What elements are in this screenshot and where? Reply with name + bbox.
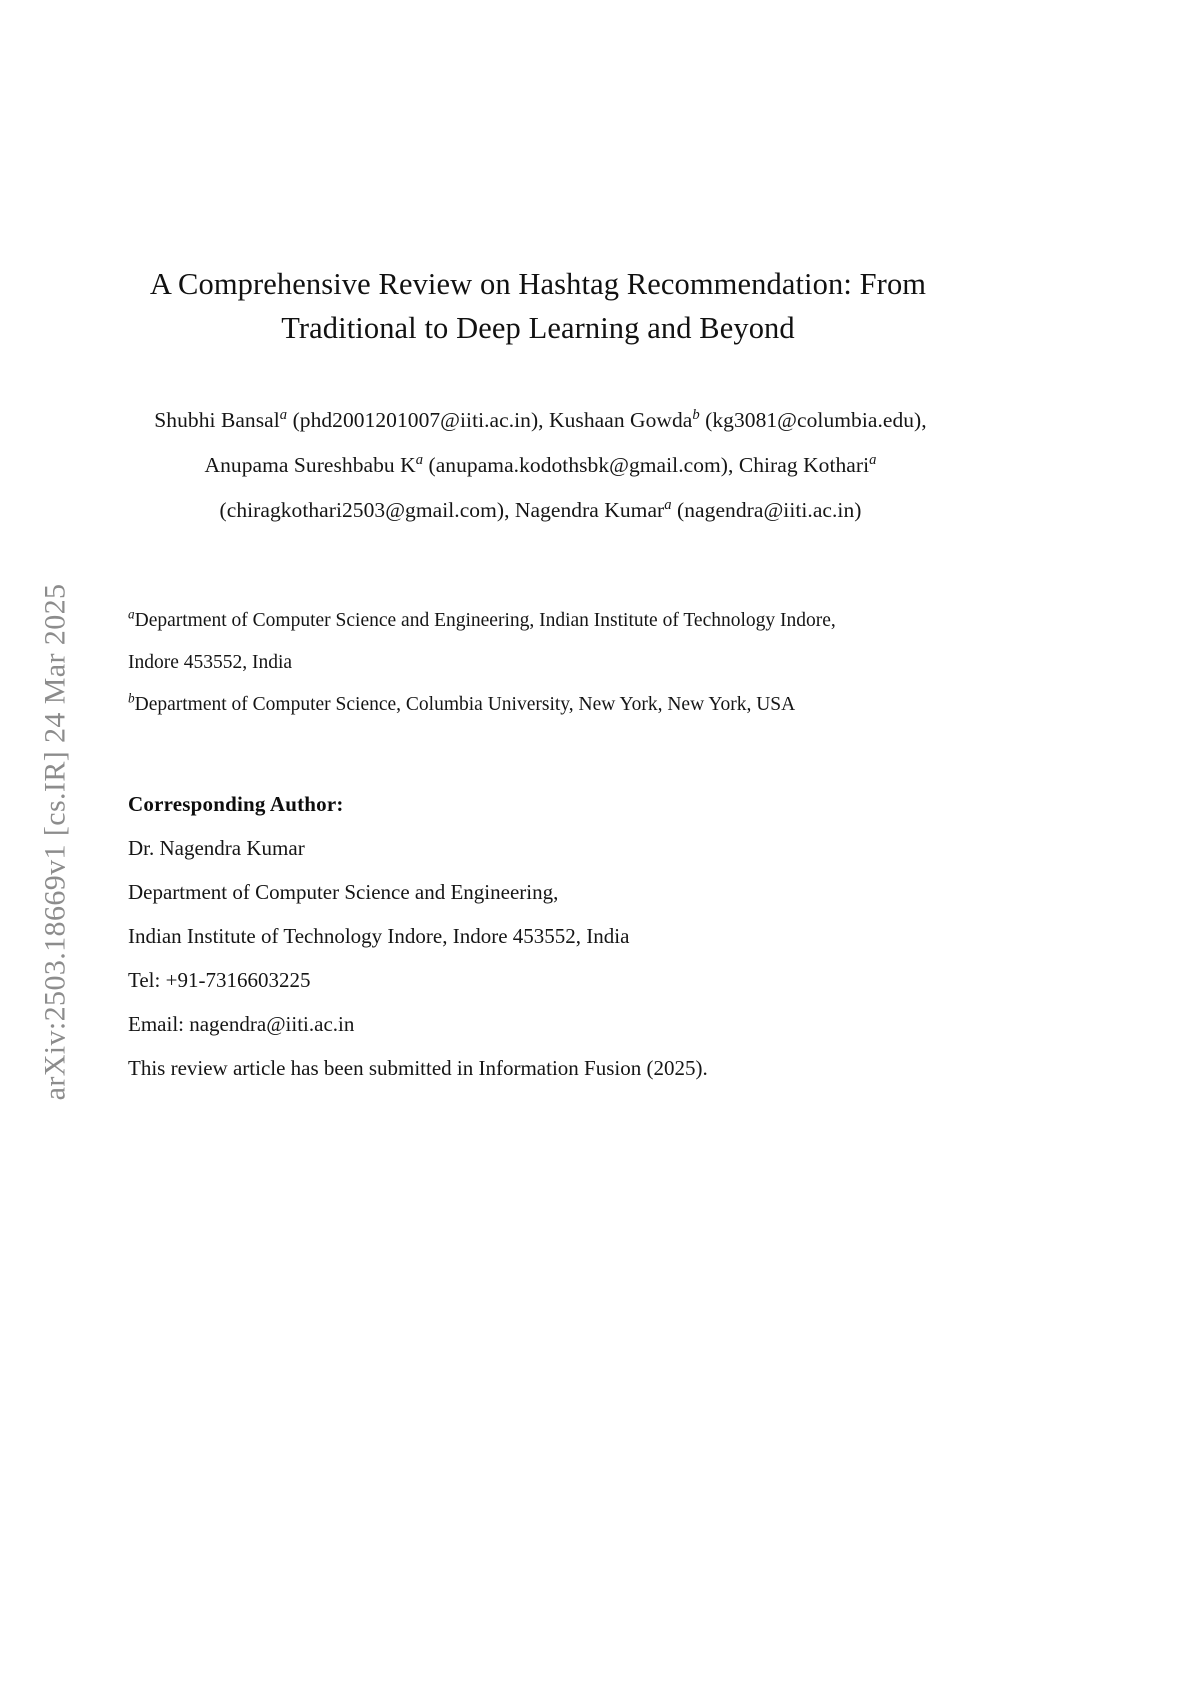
author-email-kushaan-gowda: (kg3081@columbia.edu), [699,408,927,432]
page-title [128,262,948,350]
arxiv-stamp [0,0,110,1684]
affiliation-a-text: Department of Computer Science and Engineering, Indian Institute of Technology Indore, [134,610,836,631]
corresponding-author-department: Department of Computer Science and Engineering, [128,880,559,904]
affiliations [128,600,958,726]
affiliation-marker-a: a [415,451,424,468]
title-line-1: A Comprehensive Review on Hashtag Recommendation: From [149,267,927,301]
affiliation-a-line-2: Indore 453552, India [128,652,293,673]
affiliation-b-line-1 [128,684,958,726]
author-list [118,398,963,533]
corresponding-author-institute: Indian Institute of Technology Indore, Indore 453552, India [128,924,630,948]
affiliation-a-line-1 [128,600,958,642]
author-line-3 [118,488,963,533]
corresponding-author-name: Dr. Nagendra Kumar [128,836,305,860]
author-line-1 [118,398,963,443]
author-email-anupama-sureshbabu: (anupama.kodothsbk@gmail.com), Chirag Kothari [423,453,870,477]
author-line-2 [118,443,963,488]
affiliation-marker-b: b [128,690,135,706]
corresponding-author-tel: Tel: +91-7316603225 [128,968,311,992]
arxiv-stamp-text: arXiv:2503.18669v1 [cs.IR] 24 Mar 2025 [38,583,72,1101]
author-email-shubhi-bansal: (phd2001201007@iiti.ac.in), Kushaan Gowda [287,408,693,432]
author-email-chirag-kothari: (chiragkothari2503@gmail.com), Nagendra Kumar [219,498,665,522]
corresponding-author-email: Email: nagendra@iiti.ac.in [128,1012,355,1036]
author-email-nagendra-kumar: (nagendra@iiti.ac.in) [671,498,862,522]
affiliation-marker-a: a [664,496,672,513]
corresponding-author-block [128,782,958,1090]
author-name-anupama-sureshbabu: Anupama Sureshbabu K [204,453,416,477]
submission-note: This review article has been submitted in Information Fusion (2025). [128,1056,708,1080]
title-line-2: Traditional to Deep Learning and Beyond [281,311,795,345]
affiliation-b-text: Department of Computer Science, Columbia University, New York, New York, USA [134,694,796,715]
corresponding-author-heading: Corresponding Author: [128,792,344,816]
affiliation-marker-a: a [279,406,288,423]
affiliation-marker-a: a [128,606,135,622]
paper-title-page [128,0,948,1684]
affiliation-marker-a: a [869,451,877,468]
author-name-shubhi-bansal: Shubhi Bansal [154,408,280,432]
affiliation-marker-b: b [692,406,700,423]
